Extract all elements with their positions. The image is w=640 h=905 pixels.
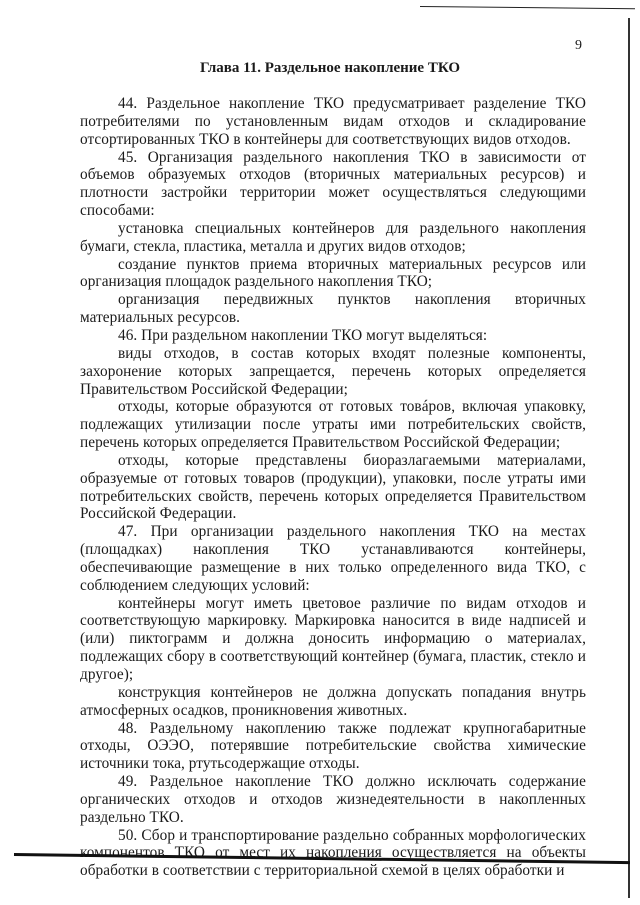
page-number: 9: [575, 38, 582, 53]
paragraph: 50. Сбор и транспортирование раздельно собранных морфологических компонентов ТКО от мест их накопления осуществляется на объекты обработки в соответствии с территориальной схемой в целях обработки и: [80, 826, 586, 880]
paragraph: 45. Организация раздельного накопления ТКО в зависимости от объемов образуемых отходов (вторичных материальных ресурсов) и плотности застройки территории может осуществляться следующими способами:: [80, 148, 586, 220]
paragraph: 49. Раздельное накопление ТКО должно исключать содержание органических отходов и отходов жизнедеятельности в накопленных раздельно ТКО.: [80, 773, 586, 826]
paragraph: 48. Раздельному накоплению также подлежат крупногабаритные отходы, ОЭЭО, потерявшие потребительские свойства химические источники тока, ртутьсодержащие отходы.: [80, 719, 586, 773]
paragraph: отходы, которые представлены биоразлагаемыми материалами, образуемые от готовых товаров (продукции), упаковки, после утраты ими потребительских свойств, перечень которых определяется Правительством Российской Федерации.: [80, 451, 586, 523]
paragraph: создание пунктов приема вторичных материальных ресурсов или организация площадок раздельного накопления ТКО;: [80, 255, 586, 291]
chapter-title: Глава 11. Раздельное накопление ТКО: [199, 60, 461, 76]
paragraph: 46. При раздельном накоплении ТКО могут выделяться:: [118, 326, 488, 344]
paragraph: установка специальных контейнеров для раздельного накопления бумаги, стекла, пластика, металла и других видов отходов;: [80, 219, 586, 255]
scan-right-edge-line: [628, 18, 630, 898]
paragraph: 44. Раздельное накопление ТКО предусматривает разделение ТКО потребителями по установленным видам отходов и складирование отсортированных ТКО в контейнеры для соответствующих видов отходов.: [80, 95, 586, 148]
paragraph: контейнеры могут иметь цветовое различие по видам отходов и соответствующую маркировку. Маркировка наносится в виде надписей и (или) пиктограмм и должна доносить информацию о материалах, подлежащих сбору в соответствующий контейнер (бумага, пластик, стекло и другое);: [80, 594, 586, 683]
document-body: [80, 95, 586, 880]
paragraph: организация передвижных пунктов накопления вторичных материальных ресурсов.: [80, 291, 586, 327]
paragraph: конструкция контейнеров не должна допускать попадания внутрь атмосферных осадков, проникновения животных.: [80, 683, 586, 719]
paragraph: 47. При организации раздельного накопления ТКО на местах (площадках) накопления ТКО устанавливаются контейнеры, обеспечивающие размещение в них только определенного вида ТКО, с соблюдением следующих условий:: [80, 523, 586, 594]
scan-top-edge-line: [420, 6, 635, 9]
paragraph: отходы, которые образуются от готовых товáров, включая упаковку, подлежащих утилизации после утраты ими потребительских свойств, перечень которых определяется Правительством Российской Федерации;: [80, 398, 586, 452]
paragraph: виды отходов, в состав которых входят полезные компоненты, захоронение которых запрещается, перечень которых определяется Правительством Российской Федерации;: [80, 344, 586, 398]
